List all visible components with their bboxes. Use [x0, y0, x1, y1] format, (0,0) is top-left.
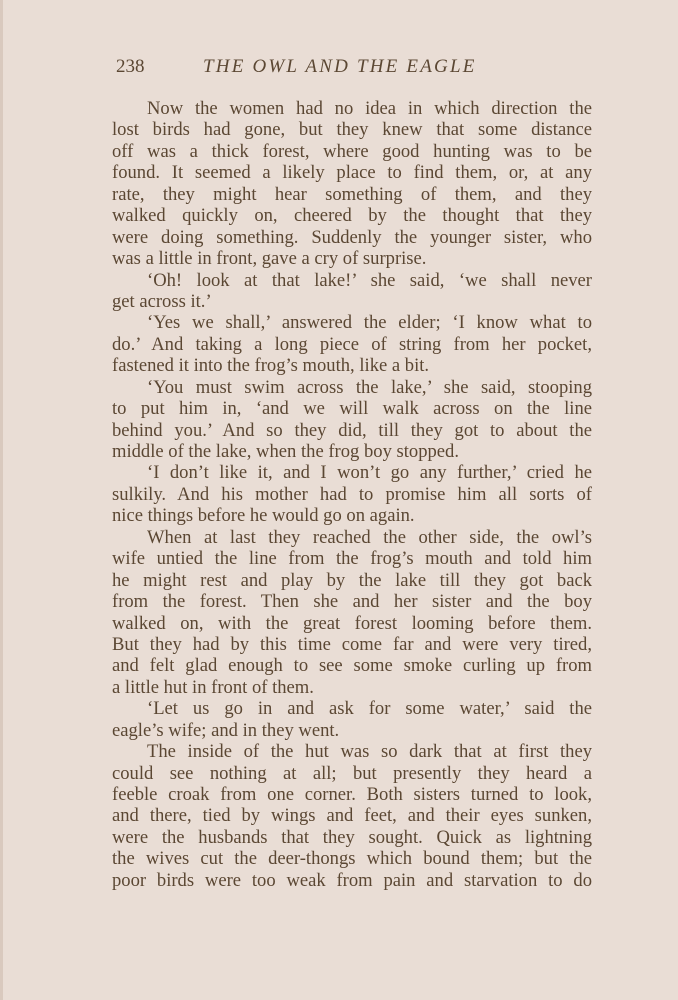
text-line: middle of the lake, when the frog boy stopped.	[112, 441, 459, 462]
text-line: behind you.’ And so they did, till they got to about the	[112, 419, 592, 441]
text-line: But they had by this time come far and were very tired,	[112, 633, 592, 655]
text-line: eagle’s wife; and in they went.	[112, 719, 340, 741]
text-line: The inside of the hut was so dark that at first they	[147, 741, 592, 763]
body-text	[112, 98, 592, 891]
text-line: ‘Let us go in and ask for some water,’ said the	[147, 698, 592, 720]
text-line: were the husbands that they sought. Quick as lightning	[112, 826, 592, 848]
text-line: could see nothing at all; but presently they heard a	[112, 762, 592, 784]
text-line: sulkily. And his mother had to promise him all sorts of	[112, 483, 592, 505]
text-line: walked quickly on, cheered by the thought that they	[112, 205, 592, 227]
running-title: THE OWL AND THE EAGLE	[203, 56, 477, 77]
text-line: fastened it into the frog’s mouth, like a bit.	[112, 355, 430, 377]
text-line: found. It seemed a likely place to find them, or, at any	[112, 162, 592, 184]
text-line: from the forest. Then she and her sister and the boy	[112, 591, 592, 613]
page-number: 238	[116, 56, 145, 77]
text-line: was a little in front, gave a cry of surprise.	[112, 248, 427, 270]
text-line: ‘Oh! look at that lake!’ she said, ‘we shall never	[147, 269, 592, 291]
text-line: and felt glad enough to see some smoke curling up from	[112, 655, 592, 677]
text-line: rate, they might hear something of them, and they	[112, 183, 592, 205]
text-line: When at last they reached the other side, the owl’s	[147, 526, 592, 548]
text-line: ‘Yes we shall,’ answered the elder; ‘I know what to	[147, 312, 592, 334]
text-line: and there, tied by wings and feet, and their eyes sunken,	[112, 805, 592, 827]
text-line: off was a thick forest, where good hunting was to be	[112, 140, 592, 162]
text-line: wife untied the line from the frog’s mouth and told him	[112, 548, 592, 570]
text-line: were doing something. Suddenly the younger sister, who	[112, 226, 592, 248]
text-line: to put him in, ‘and we will walk across on the line	[112, 398, 592, 420]
text-line: Now the women had no idea in which direction the	[147, 98, 592, 119]
text-line: poor birds were too weak from pain and starvation to do	[112, 869, 592, 891]
text-line: feeble croak from one corner. Both sisters turned to look,	[112, 784, 592, 805]
text-line: a little hut in front of them.	[112, 676, 314, 698]
text-line: he might rest and play by the lake till they got back	[112, 569, 592, 591]
page-edge	[0, 0, 3, 1000]
text-line: get across it.’	[112, 290, 212, 312]
running-header	[116, 56, 512, 82]
text-line: walked on, with the great forest looming before them.	[112, 612, 592, 634]
text-line: ‘You must swim across the lake,’ she said, stooping	[147, 376, 592, 398]
text-line: the wives cut the deer-thongs which bound them; but the	[112, 848, 592, 870]
text-line: nice things before he would go on again.	[112, 505, 415, 527]
text-line: do.’ And taking a long piece of string from her pocket,	[112, 333, 592, 355]
text-line: ‘I don’t like it, and I won’t go any further,’ cried he	[147, 462, 592, 484]
text-line: lost birds had gone, but they knew that some distance	[112, 119, 592, 141]
